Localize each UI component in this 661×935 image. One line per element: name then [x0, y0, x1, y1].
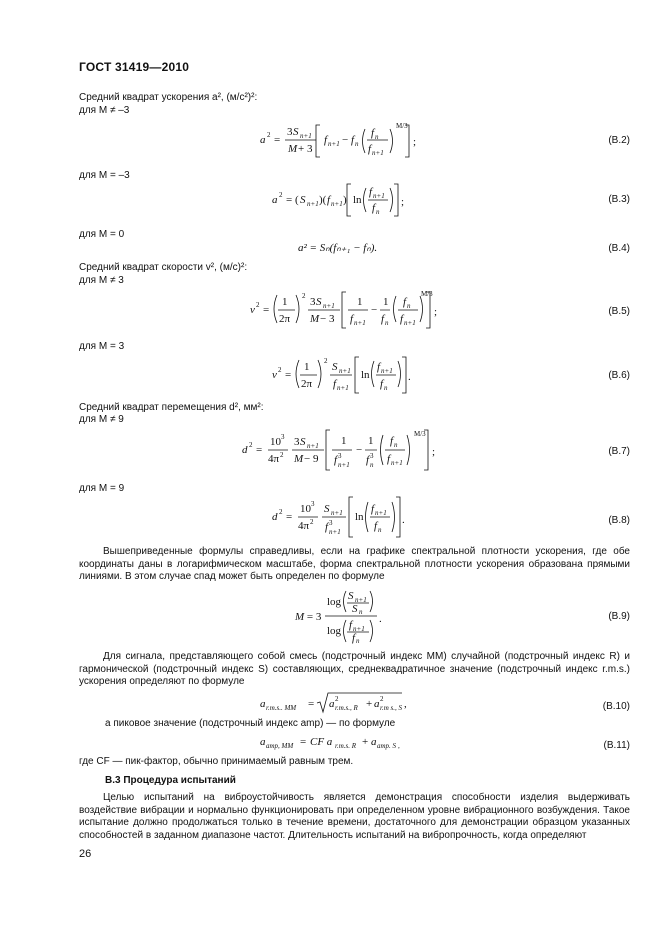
- equation-b4: a² = Sₙ(fₙ₊₁ − fₙ).: [298, 242, 378, 254]
- eq-number-b9: (B.9): [608, 611, 630, 622]
- eq-number-b4: (B.4): [608, 243, 630, 254]
- svg-text:2: 2: [280, 451, 284, 459]
- equation-b5-tail: [420, 286, 454, 332]
- equation-b9: [285, 586, 395, 646]
- svg-text:r.m.s.. MM: r.m.s.. MM: [266, 704, 297, 712]
- svg-text:4π: 4π: [268, 453, 280, 465]
- eq-number-b2: (B.2): [608, 135, 630, 146]
- svg-text:f: f: [334, 454, 338, 466]
- condition-m-ne-minus3: для M ≠ –3: [79, 105, 130, 116]
- svg-text:n+1: n+1: [328, 140, 340, 148]
- svg-text:ln: ln: [361, 369, 370, 381]
- svg-text:amp. S: amp. S: [377, 742, 397, 750]
- svg-text:f: f: [372, 202, 376, 214]
- svg-text:n+1: n+1: [331, 200, 343, 208]
- displacement-intro: Средний квадрат перемещения d², мм²:: [79, 402, 264, 413]
- svg-text:f: f: [351, 134, 355, 146]
- svg-text:f: f: [371, 127, 375, 139]
- paragraph-test-procedure: Целью испытаний на виброустойчивость является демонстрация способности изделия выдерживать воздействие вибрации и нормально функционировать при определенном уровне вибрационного возбуждения. Такое испытание должно продолжаться только в течение времени, достаточного для демонстрации образцом указанных способностей в заданном диапазоне частот. Длительность испытаний на вибропрочность, когда определяют: [79, 792, 630, 841]
- svg-text:=: =: [286, 511, 293, 523]
- svg-text:a: a: [260, 698, 266, 710]
- svg-text:3: 3: [329, 519, 333, 527]
- velocity-intro: Средний квадрат скорости v², (м/с)²:: [79, 262, 248, 273]
- svg-text:2: 2: [256, 301, 260, 309]
- svg-text:n+1: n+1: [354, 319, 366, 327]
- paragraph-formula-validity: Вышеприведенные формулы справедливы, если на графике спектральной плотности ускорения, где обе координаты даны в логарифмическом масштабе, форма спектральной плотности ускорения образована прямыми линиями. В этом случае спад может быть определен по формуле: [79, 546, 630, 583]
- svg-text:2: 2: [278, 366, 282, 374]
- svg-text:S: S: [324, 503, 330, 515]
- svg-text:n+1: n+1: [331, 509, 343, 517]
- svg-text:n+1: n+1: [355, 596, 367, 604]
- eq-number-b10: (B.10): [602, 701, 630, 712]
- svg-text:1: 1: [282, 296, 288, 308]
- svg-text:f: f: [349, 619, 353, 631]
- svg-text:CF a: CF a: [310, 736, 333, 748]
- svg-text:n+1: n+1: [372, 149, 384, 157]
- svg-text:S: S: [300, 194, 306, 206]
- svg-text:2: 2: [249, 441, 253, 449]
- svg-text:= (: = (: [286, 194, 299, 206]
- svg-text:v: v: [272, 369, 277, 381]
- svg-text:2: 2: [267, 131, 271, 139]
- svg-text:,: ,: [398, 742, 400, 750]
- svg-text:n+1: n+1: [373, 192, 385, 200]
- svg-text:;: ;: [413, 136, 417, 148]
- svg-text:log: log: [327, 625, 342, 637]
- accel-intro: Средний квадрат ускорения a², (м/с²)²:: [79, 92, 258, 103]
- document-header: ГОСТ 31419—2010: [79, 60, 190, 74]
- svg-text:2π: 2π: [301, 378, 313, 390]
- svg-text:n: n: [378, 526, 382, 534]
- condition-m-eq-9: для M = 9: [79, 483, 125, 494]
- svg-text:,: ,: [404, 698, 407, 710]
- equation-b11: [250, 732, 420, 754]
- svg-text:=: =: [263, 304, 270, 316]
- equation-b5: [240, 286, 440, 332]
- svg-text:M = 3: M = 3: [295, 611, 322, 623]
- equation-b2: [250, 115, 430, 163]
- svg-text:2: 2: [302, 292, 306, 300]
- svg-text:n+1: n+1: [404, 319, 416, 327]
- condition-m-eq-3: для M = 3: [79, 341, 125, 352]
- svg-text:3: 3: [310, 296, 316, 308]
- svg-text:S: S: [352, 603, 358, 615]
- svg-text:f: f: [387, 453, 391, 465]
- svg-text:f: f: [371, 503, 375, 515]
- svg-text:M: M: [310, 313, 320, 325]
- svg-text:2π: 2π: [279, 313, 291, 325]
- svg-text:n+1: n+1: [353, 625, 365, 633]
- svg-text:10: 10: [270, 436, 281, 448]
- svg-text:2: 2: [335, 695, 339, 703]
- svg-text:2: 2: [310, 518, 314, 526]
- svg-text:;: ;: [401, 196, 405, 208]
- svg-text:f: f: [325, 521, 329, 533]
- svg-text:.: .: [379, 613, 382, 625]
- svg-text:a: a: [272, 194, 278, 206]
- svg-text:n: n: [356, 637, 360, 645]
- svg-text:3: 3: [281, 433, 285, 441]
- svg-text:n: n: [370, 461, 374, 469]
- svg-text:ln: ln: [353, 194, 362, 206]
- svg-text:−: −: [356, 444, 363, 456]
- svg-text:n: n: [376, 208, 380, 216]
- svg-text:2: 2: [380, 695, 384, 703]
- svg-text:ln: ln: [355, 511, 364, 523]
- svg-text:n: n: [355, 140, 359, 148]
- svg-text:f: f: [350, 313, 354, 325]
- svg-text:): ): [343, 194, 347, 206]
- svg-text:f: f: [377, 361, 381, 373]
- svg-text:;: ;: [432, 446, 436, 458]
- svg-text:−: −: [371, 304, 378, 316]
- svg-text:r.m.s. R: r.m.s. R: [335, 742, 357, 750]
- condition-m-ne-9: для M ≠ 9: [79, 414, 124, 425]
- svg-text:a: a: [374, 698, 380, 710]
- svg-text:S: S: [316, 296, 322, 308]
- svg-text:n+1: n+1: [307, 442, 319, 450]
- svg-text:=: =: [300, 736, 307, 748]
- svg-text:log: log: [327, 596, 342, 608]
- svg-text:f: f: [374, 520, 378, 532]
- svg-text:;: ;: [434, 306, 438, 318]
- svg-text:f: f: [368, 143, 372, 155]
- svg-text:n+1: n+1: [337, 384, 349, 392]
- svg-text:f: f: [403, 296, 407, 308]
- svg-text:+ 3: + 3: [298, 143, 313, 155]
- svg-text:f: f: [390, 435, 394, 447]
- svg-text:=: =: [256, 444, 263, 456]
- condition-m-eq-minus3: для M = –3: [79, 170, 130, 181]
- svg-text:n+1: n+1: [307, 200, 319, 208]
- svg-text:S: S: [348, 590, 354, 602]
- svg-text:S: S: [300, 436, 306, 448]
- svg-text:n: n: [385, 319, 389, 327]
- eq-number-b8: (B.8): [608, 515, 630, 526]
- eq-number-b3: (B.3): [608, 194, 630, 205]
- svg-text:n+1: n+1: [338, 461, 350, 469]
- equation-b6: [262, 352, 412, 396]
- svg-text:f: f: [400, 313, 404, 325]
- paragraph-peak-value: а пиковое значение (подстрочный индекс amp) — по формуле: [105, 718, 396, 729]
- svg-text:4π: 4π: [298, 520, 310, 532]
- svg-text:=: =: [285, 369, 292, 381]
- svg-text:amp, MM: amp, MM: [266, 742, 294, 750]
- svg-text:n+1: n+1: [300, 132, 312, 140]
- svg-text:− 9: − 9: [304, 453, 319, 465]
- svg-text:f: f: [324, 134, 328, 146]
- svg-text:f: f: [381, 313, 385, 325]
- svg-text:10: 10: [300, 503, 311, 515]
- svg-text:n+1: n+1: [391, 459, 403, 467]
- svg-text:n+1: n+1: [329, 528, 341, 536]
- svg-text:M: M: [288, 143, 298, 155]
- svg-text:− 3: − 3: [320, 313, 335, 325]
- svg-text:1: 1: [368, 435, 374, 447]
- condition-m-ne-3: для M ≠ 3: [79, 275, 124, 286]
- svg-text:M/3: M/3: [421, 290, 433, 298]
- paragraph-signal-mix: Для сигнала, представляющего собой смесь (подстрочный индекс MM) случайной (подстрочный индекс R) и гармонической (подстрочный индекс S) составляющих, среднеквадратичное значение (подстрочный индекс r.m.s.) ускорения определяют по формуле: [79, 651, 630, 688]
- svg-text:f: f: [380, 378, 384, 390]
- svg-text:d: d: [272, 511, 278, 523]
- svg-text:+: +: [366, 698, 373, 710]
- svg-text:M/3: M/3: [414, 430, 426, 438]
- svg-text:f: f: [369, 186, 373, 198]
- eq-number-b11: (B.11): [603, 740, 630, 751]
- svg-text:M: M: [294, 453, 304, 465]
- svg-text:d: d: [242, 444, 248, 456]
- paragraph-crest-factor: где CF — пик-фактор, обычно принимаемый равным трем.: [79, 756, 354, 767]
- svg-text:n+1: n+1: [381, 367, 393, 375]
- section-title: В.3 Процедура испытаний: [105, 775, 236, 786]
- svg-text:n: n: [375, 133, 379, 141]
- svg-text:3: 3: [287, 126, 293, 138]
- svg-text:M/3: M/3: [396, 122, 408, 130]
- svg-text:)(: )(: [319, 194, 327, 206]
- svg-text:n+1: n+1: [375, 509, 387, 517]
- svg-text:2: 2: [279, 191, 283, 199]
- svg-text:a: a: [260, 736, 266, 748]
- svg-text:r.m s., S: r.m s., S: [380, 704, 402, 712]
- svg-text:.: .: [408, 371, 411, 383]
- svg-text:f: f: [366, 454, 370, 466]
- svg-text:f: f: [352, 632, 356, 644]
- svg-text:3: 3: [338, 452, 342, 460]
- svg-text:=: =: [274, 134, 281, 146]
- svg-text:1: 1: [341, 435, 347, 447]
- eq-number-b5: (B.5): [608, 306, 630, 317]
- svg-text:n: n: [359, 608, 363, 616]
- equation-b8: [262, 492, 412, 542]
- svg-text:.: .: [402, 514, 405, 526]
- svg-text:n: n: [407, 302, 411, 310]
- svg-text:n: n: [394, 441, 398, 449]
- svg-text:+: +: [362, 736, 369, 748]
- svg-text:1: 1: [383, 296, 389, 308]
- svg-text:n+1: n+1: [339, 367, 351, 375]
- svg-text:2: 2: [324, 357, 328, 365]
- condition-m-eq-0: для M = 0: [79, 229, 125, 240]
- svg-text:a: a: [260, 134, 266, 146]
- svg-text:1: 1: [357, 296, 363, 308]
- svg-text:2: 2: [279, 508, 283, 516]
- svg-text:a: a: [329, 698, 335, 710]
- svg-text:r.m.s., R: r.m.s., R: [335, 704, 358, 712]
- svg-text:n+1: n+1: [323, 302, 335, 310]
- svg-text:1: 1: [304, 361, 310, 373]
- svg-text:3: 3: [370, 452, 374, 460]
- svg-text:n: n: [384, 384, 388, 392]
- svg-text:S: S: [332, 361, 338, 373]
- page-number: 26: [79, 848, 92, 860]
- svg-text:a: a: [371, 736, 377, 748]
- equation-b3: [262, 180, 412, 220]
- svg-text:=: =: [308, 698, 315, 710]
- eq-number-b7: (B.7): [608, 446, 630, 457]
- svg-text:f: f: [333, 378, 337, 390]
- equation-b7: [232, 424, 442, 474]
- svg-text:3: 3: [294, 436, 300, 448]
- svg-text:3: 3: [311, 500, 315, 508]
- equation-b10: [250, 690, 420, 716]
- svg-text:f: f: [327, 194, 331, 206]
- eq-number-b6: (B.6): [608, 370, 630, 381]
- svg-text:v: v: [250, 304, 255, 316]
- svg-text:−: −: [342, 134, 349, 146]
- svg-text:S: S: [293, 126, 299, 138]
